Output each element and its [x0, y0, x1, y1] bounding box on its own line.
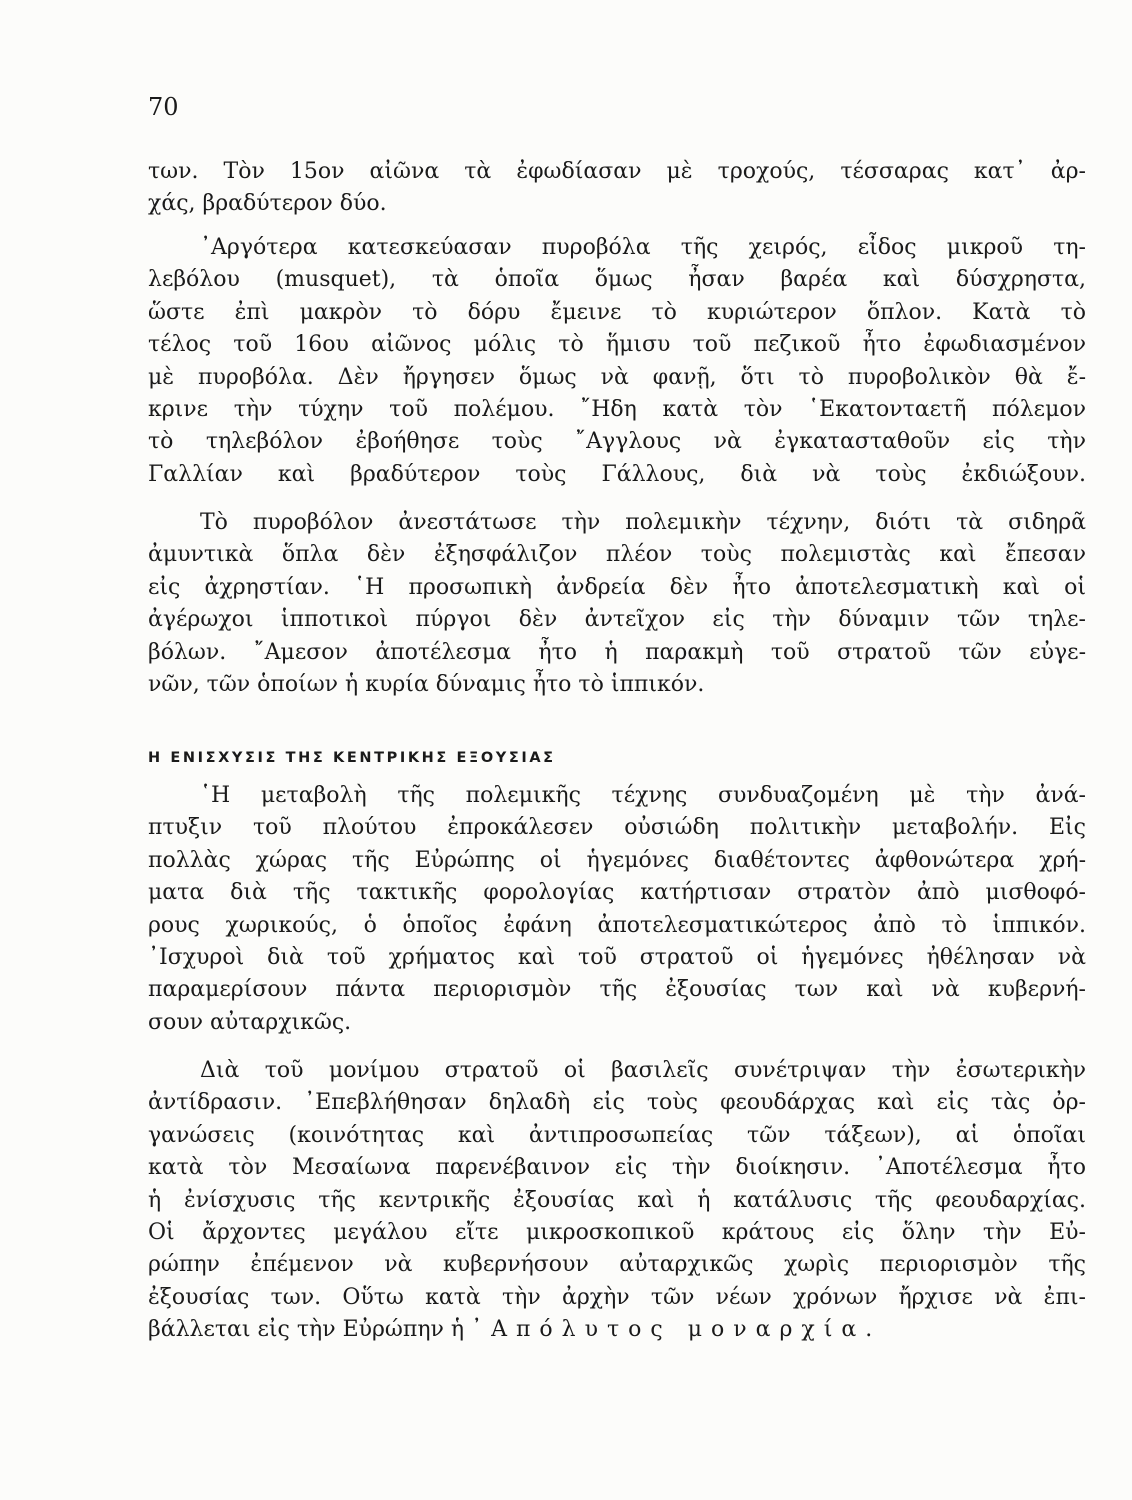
text-line: ῾Η μεταβολὴ τῆς πολεμικῆς τέχνης συνδυαζομένη μὲ τὴν ἀνά-: [200, 783, 1086, 808]
text-line: χάς, βραδύτερον δύο.: [148, 191, 387, 217]
text-line: ὥστε ἐπὶ μακρὸν τὸ δόρυ ἔμεινε τὸ κυριώτερον ὅπλον. Κατὰ τὸ: [148, 299, 1086, 325]
page-number: 70: [148, 93, 179, 121]
text-line: πτυξιν τοῦ πλούτου ἐπροκάλεσεν οὐσιώδη πολιτικὴν μεταβολήν. Εἰς: [148, 815, 1086, 841]
text-line: παραμερίσουν πάντα περιορισμὸν τῆς ἐξουσίας των καὶ νὰ κυβερνή-: [148, 977, 1086, 1003]
text-line: ρώπην ἐπέμενον νὰ κυβερνήσουν αὐταρχικῶς χωρὶς περιορισμὸν τῆς: [148, 1252, 1086, 1278]
text-line: ἀμυντικὰ ὅπλα δὲν ἐξησφάλιζον πλέον τοὺς πολεμιστὰς καὶ ἔπεσαν: [148, 542, 1086, 568]
text-line: κρινε τὴν τύχην τοῦ πολέμου. ῎Ηδη κατὰ τὸν ῾Εκατονταετῆ πόλεμον: [148, 397, 1086, 423]
text-line: Τὸ πυροβόλον ἀνεστάτωσε τὴν πολεμικὴν τέχνην, διότι τὰ σιδηρᾶ: [200, 510, 1086, 535]
text-line: βόλων. ῎Αμεσον ἀποτέλεσμα ἦτο ἡ παρακμὴ τοῦ στρατοῦ τῶν εὐγε-: [148, 639, 1086, 665]
paragraph: [148, 232, 1086, 491]
text-line: ἐξουσίας των. Οὕτω κατὰ τὴν ἀρχὴν τῶν νέων χρόνων ἤρχισε νὰ ἐπι-: [148, 1284, 1086, 1310]
text-line: εἰς ἀχρηστίαν. ῾Η προσωπικὴ ἀνδρεία δὲν ἦτο ἀποτελεσματικὴ καὶ οἱ: [148, 574, 1086, 600]
text-line: γανώσεις (κοινότητας καὶ ἀντιπροσωπείας τῶν τάξεων), αἱ ὁποῖαι: [148, 1122, 1086, 1148]
text-line: ἀντίδρασιν. ᾽Επεβλήθησαν δηλαδὴ εἰς τοὺς φεουδάρχας καὶ εἰς τὰς ὀρ-: [148, 1090, 1086, 1116]
text-line: ᾽Ισχυροὶ διὰ τοῦ χρήματος καὶ τοῦ στρατοῦ οἱ ἡγεμόνες ἠθέλησαν νὰ: [148, 945, 1086, 971]
paragraph: [148, 780, 1086, 1039]
text-line-final: [148, 1314, 1086, 1346]
text-line-prefix: βάλλεται εἰς τὴν Εὐρώπην ἡ: [148, 1317, 465, 1343]
text-line: σουν αὐταρχικῶς.: [148, 1009, 352, 1035]
text-line: ρους χωρικούς, ὁ ὁποῖος ἐφάνη ἀποτελεσματικώτερος ἀπὸ τὸ ἱππικόν.: [148, 912, 1086, 938]
paragraph: [148, 507, 1086, 701]
section-heading: Η ΕΝΙΣΧΥΣΙΣ ΤΗΣ ΚΕΝΤΡΙΚΗΣ ΕΞΟΥΣΙΑΣ: [148, 750, 556, 766]
text-line: ματα διὰ τῆς τακτικῆς φορολογίας κατήρτισαν στρατὸν ἀπὸ μισθοφό-: [148, 880, 1086, 906]
paragraph: [148, 1055, 1086, 1347]
text-line: τέλος τοῦ 16ου αἰῶνος μόλις τὸ ἥμισυ τοῦ πεζικοῦ ἦτο ἐφωδιασμένον: [148, 332, 1086, 358]
text-line: τὸ τηλεβόλον ἐβοήθησε τοὺς ῎Αγγλους νὰ ἐγκατασταθοῦν εἰς τὴν: [148, 429, 1086, 455]
text-line: των. Τὸν 15ον αἰῶνα τὰ ἐφωδίασαν μὲ τροχούς, τέσσαρας κατ᾽ ἀρ-: [148, 159, 1086, 184]
paragraph: [148, 156, 1086, 221]
text-line: μὲ πυροβόλα. Δὲν ἤργησεν ὅμως νὰ φανῇ, ὅτι τὸ πυροβολικὸν θὰ ἔ-: [148, 364, 1086, 390]
text-line: ἡ ἐνίσχυσις τῆς κεντρικῆς ἐξουσίας καὶ ἡ κατάλυσις τῆς φεουδαρχίας.: [148, 1187, 1086, 1213]
text-line: λεβόλου (musquet), τὰ ὁποῖα ὅμως ἦσαν βαρέα καὶ δύσχρηστα,: [148, 267, 1086, 293]
text-line: κατὰ τὸν Μεσαίωνα παρενέβαινον εἰς τὴν διοίκησιν. ᾽Αποτέλεσμα ἦτο: [148, 1155, 1086, 1181]
text-line: ἀγέρωχοι ἱπποτικοὶ πύργοι δὲν ἀντεῖχον εἰς τὴν δύναμιν τῶν τηλε-: [148, 607, 1086, 633]
text-line: νῶν, τῶν ὁποίων ἡ κυρία δύναμις ἦτο τὸ ἱππικόν.: [148, 672, 705, 698]
text-line: πολλὰς χώρας τῆς Εὐρώπης οἱ ἡγεμόνες διαθέτοντες ἀφθονώτερα χρή-: [148, 847, 1086, 873]
text-line: Οἱ ἄρχοντες μεγάλου εἴτε μικροσκοπικοῦ κράτους εἰς ὅλην τὴν Εὐ-: [148, 1220, 1086, 1246]
emphasized-term: ᾽Απόλυτος μοναρχία.: [471, 1317, 882, 1343]
text-line: Γαλλίαν καὶ βραδύτερον τοὺς Γάλλους, διὰ νὰ τοὺς ἐκδιώξουν.: [148, 461, 1086, 487]
text-line: ᾽Αργότερα κατεσκεύασαν πυροβόλα τῆς χειρός, εἶδος μικροῦ τη-: [200, 235, 1086, 260]
text-line: Διὰ τοῦ μονίμου στρατοῦ οἱ βασιλεῖς συνέτριψαν τὴν ἐσωτερικὴν: [200, 1058, 1086, 1083]
